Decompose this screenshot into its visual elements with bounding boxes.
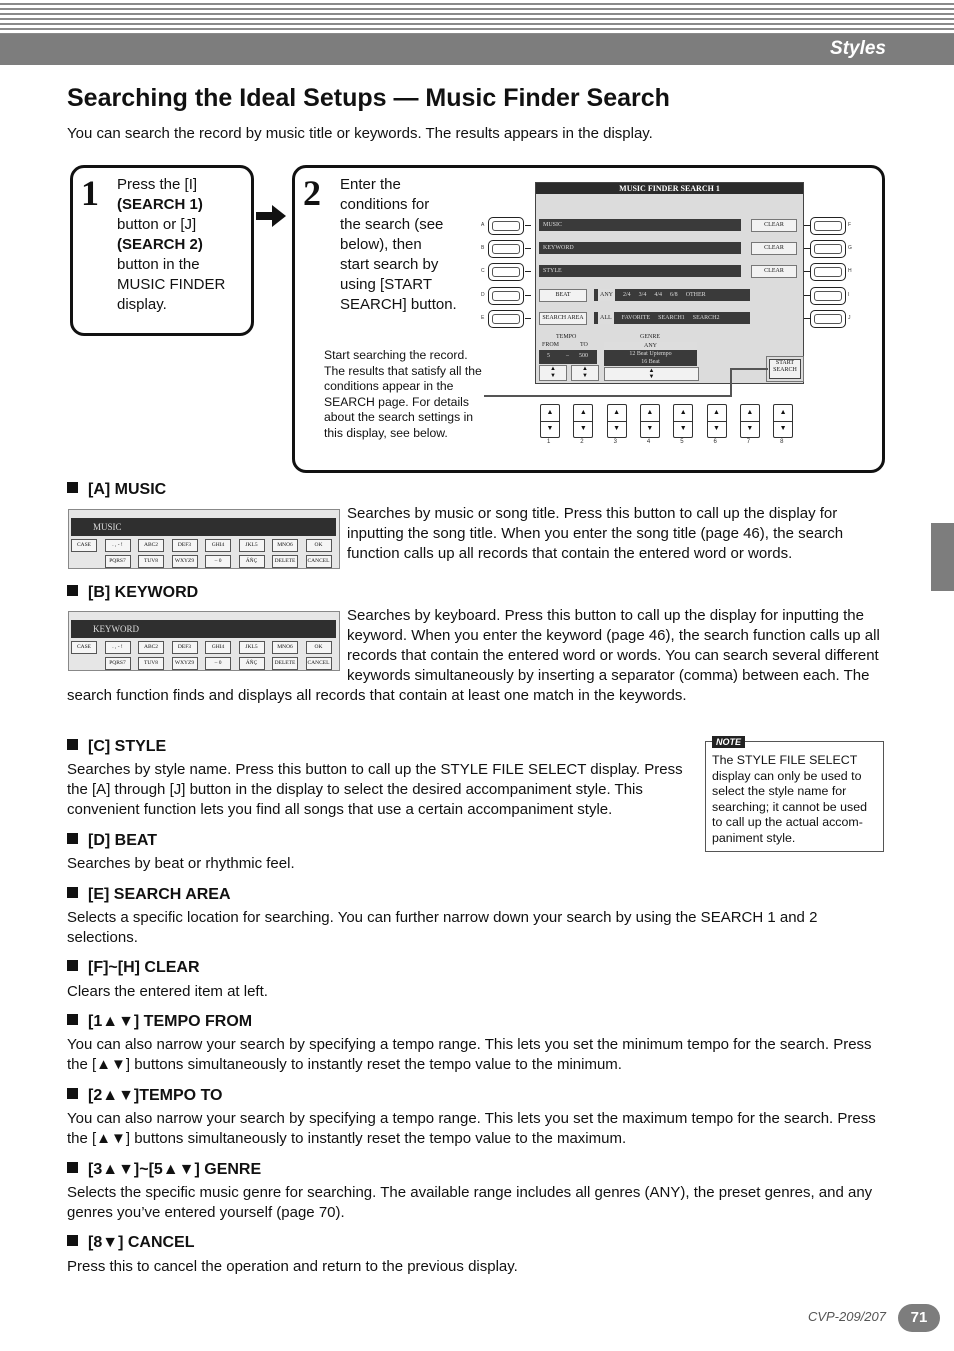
section-heading-music xyxy=(67,481,166,499)
keypad-key[interactable]: ABC2 xyxy=(138,641,164,654)
section-body: Searches by style name. Press this button to call up the STYLE FILE SELECT display. Press the [A] through [J] button in the display to select the desired accompaniment style. This convenient function lets you find all songs that use a certain accompaniment style. xyxy=(67,761,683,818)
callout-text: Start searching the record. The results that satisfy all the conditions appear in the SEARCH page. For details about the search settings in this display, see below. xyxy=(324,348,482,440)
step1-number: 1 xyxy=(81,173,99,213)
bullet-square-icon xyxy=(67,585,78,596)
step2-line: the search (see xyxy=(340,216,444,233)
section-body: Searches by beat or rhythmic feel. xyxy=(67,855,295,872)
panel-button-d[interactable] xyxy=(488,287,524,305)
down-arrow-icon[interactable]: ▼ xyxy=(679,425,687,432)
heading-text: [B] KEYWORD xyxy=(88,584,199,601)
tempo-to-updown[interactable]: ▲ ▼ xyxy=(571,365,599,381)
lcd-search-area-label[interactable]: SEARCH AREA xyxy=(539,312,587,325)
panel-button-a[interactable] xyxy=(488,217,524,235)
beat-option-selected[interactable]: ANY xyxy=(598,289,615,301)
down-arrow-icon[interactable]: ▼ xyxy=(579,425,587,432)
heading-text: [8▼] CANCEL xyxy=(88,1234,195,1251)
lcd-beat-label[interactable]: BEAT xyxy=(539,289,587,302)
keypad-key[interactable]: WXYZ9 xyxy=(172,657,198,670)
callout-line xyxy=(484,395,730,397)
number-label: 1 xyxy=(547,439,551,445)
panel-letter: F xyxy=(848,222,852,228)
tick xyxy=(804,271,810,272)
keypad-key[interactable]: CASE xyxy=(71,641,97,654)
section-heading-tempo-from xyxy=(67,1013,252,1031)
keypad-key[interactable]: CANCEL xyxy=(306,555,332,568)
genre-item-selected[interactable]: ANY xyxy=(604,342,697,350)
section-heading-beat xyxy=(67,832,157,850)
heading-text: [D] BEAT xyxy=(88,832,158,849)
keypad-key[interactable]: JKL5 xyxy=(239,641,265,654)
beat-option[interactable]: 3/4 xyxy=(638,292,647,298)
bullet-square-icon xyxy=(67,833,78,844)
bullet-square-icon xyxy=(67,887,78,898)
tempo-dash: – xyxy=(566,353,569,359)
up-arrow-icon[interactable]: ▲ xyxy=(574,405,592,422)
beat-option[interactable]: 6/8 xyxy=(670,292,678,298)
keypad-key[interactable]: ÄÑÇ xyxy=(239,555,265,568)
down-arrow-icon[interactable]: ▼ xyxy=(746,425,754,432)
lcd-style-field[interactable]: STYLE xyxy=(539,265,741,277)
keypad-key[interactable]: MNO6 xyxy=(272,641,298,654)
tempo-from-label: FROM xyxy=(542,342,560,348)
keypad-key[interactable]: – 0 xyxy=(205,657,231,670)
bullet-square-icon xyxy=(67,739,78,750)
lcd-clear-button[interactable]: CLEAR xyxy=(751,242,797,255)
bullet-square-icon xyxy=(67,1235,78,1246)
step1-line: button in the xyxy=(117,256,200,273)
section-heading-cancel xyxy=(67,1234,195,1252)
down-arrow-icon[interactable]: ▼ xyxy=(713,425,720,432)
number-label: 8 xyxy=(780,439,784,445)
page-number: 71 xyxy=(898,1304,940,1332)
keypad-key[interactable]: TUV8 xyxy=(138,657,164,670)
tick xyxy=(804,295,810,296)
number-label: 2 xyxy=(580,439,584,445)
keypad-key[interactable]: TUV8 xyxy=(138,555,164,568)
keypad-key[interactable]: DELETE xyxy=(272,657,298,670)
keypad-key[interactable]: – 0 xyxy=(205,555,231,568)
up-arrow-icon[interactable]: ▲ xyxy=(541,405,559,422)
section-heading-tempo-to xyxy=(67,1087,223,1105)
lcd-title: MUSIC FINDER SEARCH 1 xyxy=(536,183,803,194)
genre-label: GENRE xyxy=(640,334,660,340)
genre-updown[interactable]: ▲ ▼ xyxy=(604,367,699,381)
panel-letter: C xyxy=(481,268,485,274)
step2-line: conditions for xyxy=(340,196,430,213)
header-band xyxy=(0,34,954,65)
header-stripes xyxy=(0,0,954,34)
number-button-5[interactable] xyxy=(673,404,693,438)
note-badge: NOTE xyxy=(712,736,745,748)
step2-line: start search by xyxy=(340,256,439,273)
panel-letter: J xyxy=(848,315,851,321)
genre-item[interactable]: 16 Beat xyxy=(641,359,660,365)
keypad-key[interactable]: OK xyxy=(306,641,332,654)
number-label: 7 xyxy=(746,439,751,445)
keypad-title: KEYWORD xyxy=(71,620,336,638)
step1-line: display. xyxy=(117,296,167,313)
float-spacer xyxy=(67,606,347,668)
panel-button-b[interactable] xyxy=(488,240,524,258)
keypad-key[interactable]: PQRS7 xyxy=(105,555,131,568)
lcd-beat-options xyxy=(594,289,750,301)
section-heading-search-area xyxy=(67,886,231,904)
number-button-4[interactable] xyxy=(640,404,660,438)
heading-text: [E] SEARCH AREA xyxy=(88,886,231,903)
up-arrow-icon[interactable]: ▲ xyxy=(674,405,692,422)
keypad-key[interactable]: WXYZ9 xyxy=(172,555,198,568)
panel-letter: D xyxy=(481,292,485,298)
tempo-from-updown[interactable]: ▲ ▼ xyxy=(539,365,567,381)
tempo-from-value: 5 xyxy=(547,353,550,359)
lcd-clear-button[interactable]: CLEAR xyxy=(751,219,797,232)
bullet-square-icon xyxy=(67,1162,78,1173)
area-option[interactable]: FAVORITE xyxy=(621,315,651,321)
step2-line: using [START xyxy=(340,276,432,293)
keypad-key[interactable]: . , - ! xyxy=(105,539,131,552)
section-heading-genre xyxy=(67,1161,261,1179)
keypad-key[interactable]: JKL5 xyxy=(239,539,265,552)
tempo-values xyxy=(539,350,597,364)
genre-item[interactable]: 12 Beat Uptempo xyxy=(629,351,672,357)
number-button-7[interactable] xyxy=(740,404,760,438)
section-body: You can also narrow your search by specifying a tempo range. This lets you set the maximum tempo for the search. Press the [▲▼] buttons simultaneously to instantly reset the tempo value to the maximum. xyxy=(67,1110,876,1147)
tempo-to-label: TO xyxy=(580,342,588,348)
keypad-key[interactable]: DELETE xyxy=(272,555,298,568)
genre-list[interactable] xyxy=(604,342,697,366)
keypad-key[interactable]: DEF3 xyxy=(172,539,198,552)
number-label: 4 xyxy=(646,439,651,445)
area-option-selected[interactable]: ALL xyxy=(598,312,614,324)
number-label: 6 xyxy=(713,439,717,445)
section-heading-clear xyxy=(67,959,200,977)
page-title: Searching the Ideal Setups — Music Finder Search xyxy=(67,84,670,112)
section-body xyxy=(67,606,887,706)
keypad-key[interactable]: MNO6 xyxy=(272,539,298,552)
panel-letter: G xyxy=(848,245,852,251)
panel-button-c[interactable] xyxy=(488,263,524,281)
down-arrow-icon[interactable]: ▼ xyxy=(779,425,787,432)
bullet-square-icon xyxy=(67,1014,78,1025)
step2-line: Enter the xyxy=(340,176,401,193)
section-body: Selects the specific music genre for searching. The available range includes all genres (ANY), the preset genres, and any genres you’ve entered yourself (page 70). xyxy=(67,1184,873,1221)
beat-option[interactable]: 2/4 xyxy=(623,292,631,298)
lcd-screen xyxy=(535,182,804,384)
beat-option[interactable]: 4/4 xyxy=(654,292,663,298)
callout-line xyxy=(730,368,768,370)
section-body: Clears the entered item at left. xyxy=(67,983,268,1000)
heading-text: [C] STYLE xyxy=(88,738,167,755)
section-body-text: Searches by keyboard. Press this button to call up the display for inputting the keyword. When you enter the keyword (page 46), the search function calls up all records that contain the entered word or words. You can search several different keywords simultaneously by inserting a separator (comma) between each. The search function finds and displays all records that contain at least one match in the keywords. xyxy=(67,607,880,704)
step2-line: below), then xyxy=(340,236,422,253)
keypad-key[interactable]: GHI4 xyxy=(205,641,231,654)
tick xyxy=(525,318,531,319)
panel-button-f[interactable] xyxy=(810,217,846,235)
step1-line: (SEARCH 1) xyxy=(117,196,203,213)
heading-text: [A] MUSIC xyxy=(88,481,167,498)
section-body: Selects a specific location for searching. You can further narrow down your search by using the SEARCH 1 and 2 selections. xyxy=(67,909,818,946)
bullet-square-icon xyxy=(67,960,78,971)
step2-number: 2 xyxy=(303,173,321,213)
section-body: You can also narrow your search by specifying a tempo range. This lets you set the minimum tempo for the search. Press the [▲▼] buttons simultaneously to instantly reset the tempo value to the minimum. xyxy=(67,1036,872,1073)
tick xyxy=(804,225,810,226)
heading-text: [F]~[H] CLEAR xyxy=(88,959,200,976)
panel-letter: I xyxy=(848,292,850,298)
keypad-key[interactable]: OK xyxy=(306,539,332,552)
number-button-1[interactable] xyxy=(540,404,560,438)
bullet-square-icon xyxy=(67,482,78,493)
keypad-key[interactable]: . , - ! xyxy=(105,641,131,654)
number-button-8[interactable] xyxy=(773,404,793,438)
lcd-keyword-field[interactable]: KEYWORD xyxy=(539,242,741,254)
intro-text: You can search the record by music title or keywords. The results appears in the display. xyxy=(67,125,653,142)
down-arrow-icon[interactable]: ▼ xyxy=(613,425,621,432)
up-arrow-icon[interactable]: ▲ xyxy=(608,405,626,422)
down-arrow-icon[interactable]: ▼ xyxy=(646,425,654,432)
thumb-tab xyxy=(931,523,954,591)
tick xyxy=(525,225,531,226)
number-label: 5 xyxy=(680,439,684,445)
panel-letter: H xyxy=(848,268,852,274)
panel-button-g[interactable] xyxy=(810,240,846,258)
callout-line xyxy=(730,368,732,397)
tick xyxy=(525,295,531,296)
lcd-clear-button[interactable]: CLEAR xyxy=(751,265,797,278)
area-option[interactable]: SEARCH1 xyxy=(658,315,685,321)
panel-button-h[interactable] xyxy=(810,263,846,281)
tick xyxy=(804,248,810,249)
panel-letter: B xyxy=(481,245,485,251)
keypad-key[interactable]: DEF3 xyxy=(172,641,198,654)
number-button-3[interactable] xyxy=(607,404,627,438)
panel-button-j[interactable] xyxy=(810,310,846,328)
step1-text xyxy=(117,175,225,315)
keypad-title: MUSIC xyxy=(71,518,336,536)
down-arrow-icon[interactable]: ▼ xyxy=(546,425,554,432)
up-arrow-icon[interactable]: ▲ xyxy=(741,405,759,422)
heading-text: [2▲▼]TEMPO TO xyxy=(88,1087,223,1104)
heading-text: [1▲▼] TEMPO FROM xyxy=(88,1013,253,1030)
tick xyxy=(804,318,810,319)
up-arrow-icon[interactable]: ▲ xyxy=(774,405,792,422)
panel-letter: E xyxy=(481,315,485,321)
step2-line: SEARCH] button. xyxy=(340,296,457,313)
section-body: Searches by music or song title. Press this button to call up the display for inputting the song title. When you enter the song title (page 46), the search function calls up all records that contain the entered word or words. xyxy=(347,505,844,562)
up-arrow-icon[interactable]: ▲ xyxy=(641,405,659,422)
step1-line: button or [J] xyxy=(117,216,197,233)
lcd-area-options xyxy=(594,312,750,324)
section-body: Press this to cancel the operation and return to the previous display. xyxy=(67,1258,518,1275)
step2-text xyxy=(340,175,457,315)
step1-line: (SEARCH 2) xyxy=(117,236,203,253)
panel-letter: A xyxy=(481,222,485,228)
beat-option[interactable]: OTHER xyxy=(685,292,706,298)
model-name: CVP-209/207 xyxy=(807,1309,886,1324)
tick xyxy=(525,248,531,249)
up-arrow-icon[interactable]: ▲ xyxy=(708,405,726,422)
tempo-label: TEMPO xyxy=(556,334,577,340)
keypad-key[interactable]: ÄÑÇ xyxy=(239,657,265,670)
step1-line: MUSIC FINDER xyxy=(117,276,226,293)
number-button-6[interactable] xyxy=(707,404,727,438)
heading-text: [3▲▼]~[5▲▼] GENRE xyxy=(88,1161,262,1178)
number-label: 3 xyxy=(613,439,617,445)
area-option[interactable]: SEARCH2 xyxy=(692,315,720,321)
section-heading-keyword xyxy=(67,584,198,602)
panel-button-e[interactable] xyxy=(488,310,524,328)
bullet-square-icon xyxy=(67,1088,78,1099)
number-button-2[interactable] xyxy=(573,404,593,438)
lcd-music-field[interactable]: MUSIC xyxy=(539,219,741,231)
keypad-key[interactable]: CANCEL xyxy=(306,657,332,670)
tick xyxy=(525,271,531,272)
start-search-button[interactable]: START SEARCH xyxy=(769,359,801,379)
keypad-key[interactable]: CASE xyxy=(71,539,97,552)
note-text: The STYLE FILE SELECT display can only be used to select the style name for searching; it cannot be used to call up the actual accom- paniment style. xyxy=(712,753,867,845)
step1-box xyxy=(70,165,254,336)
keypad-music-image xyxy=(68,509,340,569)
section-heading-style xyxy=(67,738,166,756)
tempo-to-value: 500 xyxy=(579,353,588,359)
panel-button-i[interactable] xyxy=(810,287,846,305)
keypad-key[interactable]: ABC2 xyxy=(138,539,164,552)
step1-line: Press the [I] xyxy=(117,176,198,193)
keypad-key[interactable]: GHI4 xyxy=(205,539,231,552)
section-label: Styles xyxy=(830,38,886,59)
arrow-right-icon xyxy=(256,205,286,227)
keypad-key[interactable]: PQRS7 xyxy=(105,657,131,670)
